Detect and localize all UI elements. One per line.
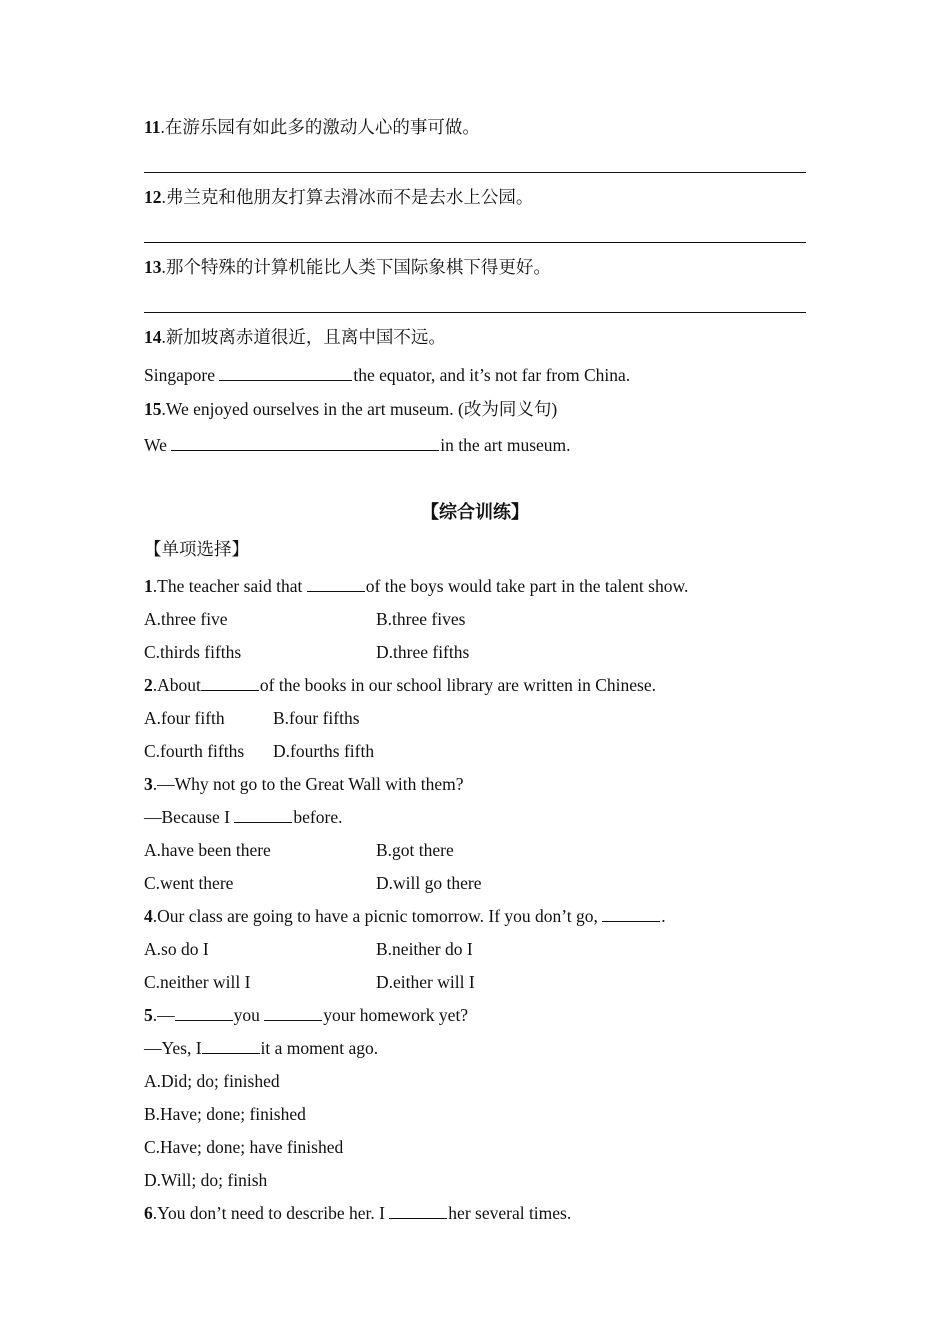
question-number: 4	[144, 906, 153, 926]
option-b[interactable]: B.three fives	[376, 609, 466, 629]
question-text: it a moment ago.	[260, 1038, 379, 1058]
question-text: of the boys would take part in the talent show.	[365, 576, 689, 596]
option-b[interactable]: B.Have; done; finished	[144, 1104, 306, 1124]
question-14	[144, 326, 446, 348]
option-d[interactable]: D.Will; do; finish	[144, 1170, 268, 1190]
answer-line[interactable]	[144, 312, 806, 313]
question-13	[144, 256, 551, 278]
question-text: your homework yet?	[323, 1005, 469, 1025]
option-c[interactable]: C.fourth fifths	[144, 741, 245, 761]
blank-field[interactable]	[264, 1004, 322, 1021]
question-number: 14	[144, 327, 162, 347]
question-text: you	[233, 1005, 265, 1025]
question-14-fill	[144, 364, 630, 386]
question-15-fill	[144, 434, 571, 456]
blank-field[interactable]	[175, 1004, 233, 1021]
answer-line[interactable]	[144, 172, 806, 173]
question-number: 2	[144, 675, 153, 695]
question-text: —Yes, I	[144, 1038, 202, 1058]
question-number: 5	[144, 1005, 153, 1025]
question-text: .You don’t need to describe her. I	[152, 1203, 390, 1223]
option-d[interactable]: D.three fifths	[376, 642, 470, 662]
mc-question-3-line2	[144, 806, 342, 828]
section-title: 【综合训练】	[421, 502, 529, 522]
question-text: .新加坡离赤道很近，且离中国不远。	[161, 327, 446, 347]
question-text: .那个特殊的计算机能比人类下国际象棋下得更好。	[161, 257, 551, 277]
blank-field[interactable]	[307, 575, 365, 592]
question-text: her several times.	[448, 1203, 572, 1223]
question-text: .We enjoyed ourselves in the art museum. (改为同义句)	[161, 399, 558, 419]
mc-question-5	[144, 1004, 468, 1026]
option-a[interactable]: A.have been there	[144, 840, 271, 860]
option-d[interactable]: D.either will I	[376, 972, 475, 992]
option-c[interactable]: C.neither will I	[144, 972, 251, 992]
option-c[interactable]: C.thirds fifths	[144, 642, 242, 662]
mc-question-2	[144, 674, 656, 696]
mc-question-4	[144, 905, 666, 927]
answer-line[interactable]	[144, 242, 806, 243]
question-text: .Our class are going to have a picnic tomorrow. If you don’t go,	[152, 906, 603, 926]
question-text: .	[661, 906, 666, 926]
question-text: .弗兰克和他朋友打算去滑冰而不是去水上公园。	[161, 187, 534, 207]
option-a[interactable]: A.four fifth	[144, 708, 225, 728]
question-text: .About	[152, 675, 201, 695]
blank-field[interactable]	[234, 806, 292, 823]
subsection-title: 【单项选择】	[144, 539, 249, 559]
question-text: .The teacher said that	[152, 576, 307, 596]
blank-field[interactable]	[389, 1202, 447, 1219]
question-number: 6	[144, 1203, 153, 1223]
question-number: 13	[144, 257, 162, 277]
question-11	[144, 116, 480, 138]
fill-prefix: We	[144, 435, 172, 455]
fill-prefix: Singapore	[144, 365, 220, 385]
blank-field[interactable]	[602, 905, 660, 922]
mc-question-6	[144, 1202, 571, 1224]
option-d[interactable]: D.will go there	[376, 873, 482, 893]
fill-suffix: in the art museum.	[440, 435, 571, 455]
blank-field[interactable]	[202, 1037, 260, 1054]
question-number: 1	[144, 576, 153, 596]
question-number: 11	[144, 117, 161, 137]
option-b[interactable]: B.got there	[376, 840, 454, 860]
option-a[interactable]: A.Did; do; finished	[144, 1071, 280, 1091]
question-text: of the books in our school library are written in Chinese.	[259, 675, 656, 695]
option-a[interactable]: A.so do I	[144, 939, 209, 959]
question-text: .—	[152, 1005, 175, 1025]
question-number: 3	[144, 774, 153, 794]
question-text: .在游乐园有如此多的激动人心的事可做。	[160, 117, 480, 137]
option-a[interactable]: A.three five	[144, 609, 228, 629]
blank-field[interactable]	[171, 434, 439, 451]
question-text: .—Why not go to the Great Wall with them?	[152, 774, 464, 794]
question-number: 15	[144, 399, 162, 419]
option-c[interactable]: C.went there	[144, 873, 234, 893]
question-text: —Because I	[144, 807, 235, 827]
mc-question-1	[144, 575, 688, 597]
question-number: 12	[144, 187, 162, 207]
question-12	[144, 186, 533, 208]
blank-field[interactable]	[201, 674, 259, 691]
mc-question-5-line2	[144, 1037, 378, 1059]
question-text: before.	[293, 807, 343, 827]
blank-field[interactable]	[219, 364, 352, 381]
option-c[interactable]: C.Have; done; have finished	[144, 1137, 344, 1157]
option-b[interactable]: B.neither do I	[376, 939, 473, 959]
question-15	[144, 398, 557, 420]
option-d[interactable]: D.fourths fifth	[273, 741, 375, 761]
option-b[interactable]: B.four fifths	[273, 708, 360, 728]
mc-question-3	[144, 773, 464, 795]
fill-suffix: the equator, and it’s not far from China.	[353, 365, 631, 385]
